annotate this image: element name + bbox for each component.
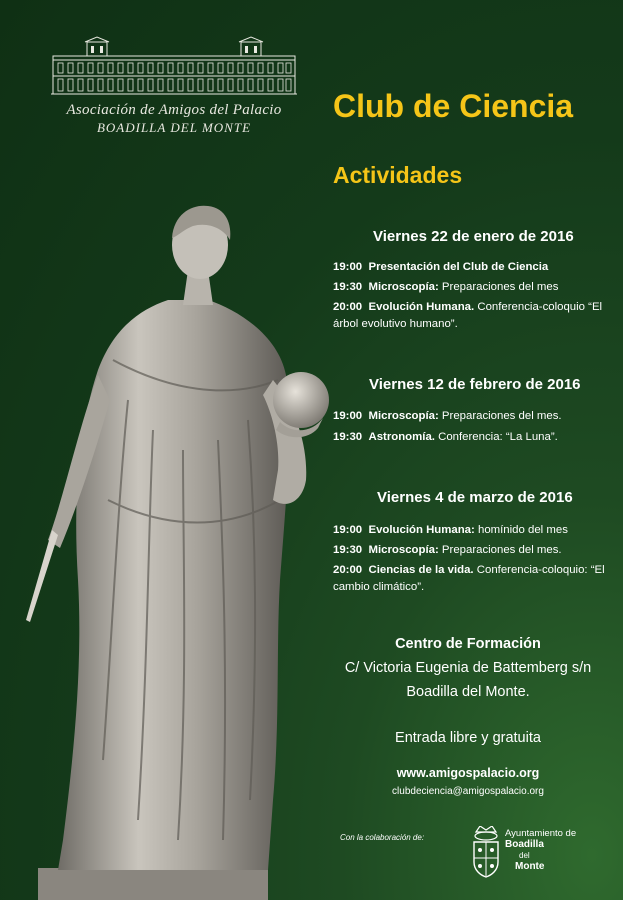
- item-desc: Conferencia-coloquio “El árbol evolutivo humano”.: [333, 301, 603, 330]
- ayuntamiento-logo-text: [505, 828, 576, 872]
- page-subtitle: Actividades: [333, 162, 463, 188]
- item-desc: Preparaciones del mes.: [441, 544, 562, 556]
- session-item: [333, 562, 615, 596]
- ayto-line1: Ayuntamiento de: [505, 828, 577, 839]
- collaboration-text: Con la colaboración de:: [340, 833, 425, 842]
- session-date: Viernes 22 de enero de 2016: [373, 228, 574, 245]
- item-desc: homínido del mes: [477, 524, 568, 536]
- item-name: Microscopía:: [368, 544, 439, 556]
- item-time: 19:00: [333, 410, 363, 422]
- statue-image: [18, 200, 338, 900]
- item-time: 19:00: [333, 524, 363, 536]
- logo-line2: BOADILLA DEL MONTE: [96, 120, 252, 135]
- session-item: [333, 408, 615, 425]
- item-name: Evolución Humana.: [368, 301, 475, 313]
- item-time: 19:30: [333, 431, 363, 443]
- association-logo: [48, 36, 300, 136]
- session-date: Viernes 12 de febrero de 2016: [369, 376, 581, 393]
- session-item: [333, 299, 615, 333]
- item-desc: Conferencia-coloquio: “El cambio climático”.: [333, 564, 605, 593]
- ayto-line2: Boadilla: [505, 839, 544, 850]
- palace-icon: [49, 36, 299, 98]
- venue-city: Boadilla del Monte.: [406, 684, 530, 700]
- item-name: Ciencias de la vida.: [368, 564, 474, 576]
- item-time: 19:30: [333, 281, 363, 293]
- item-desc: Preparaciones del mes: [441, 281, 559, 293]
- session-item: [333, 522, 615, 539]
- session-item: [333, 259, 615, 276]
- item-name: Astronomía.: [368, 431, 435, 443]
- page-title: Club de Ciencia: [333, 88, 574, 124]
- entry-text: Entrada libre y gratuita: [395, 730, 541, 746]
- session-item: [333, 429, 615, 446]
- item-desc: Conferencia: “La Luna”.: [438, 431, 558, 443]
- email-link[interactable]: clubdeciencia@amigospalacio.org: [392, 786, 544, 797]
- ayto-line4: Monte: [515, 861, 545, 872]
- item-time: 19:30: [333, 544, 363, 556]
- session-item: [333, 279, 615, 296]
- item-desc: Preparaciones del mes.: [441, 410, 562, 422]
- venue-name: Centro de Formación: [395, 636, 541, 652]
- item-time: 20:00: [333, 301, 363, 313]
- item-name: Microscopía:: [368, 410, 439, 422]
- website-link[interactable]: www.amigospalacio.org: [396, 766, 540, 780]
- session-date: Viernes 4 de marzo de 2016: [377, 489, 573, 506]
- item-name: Evolución Humana:: [368, 524, 475, 536]
- venue-address: C/ Victoria Eugenia de Battemberg s/n: [344, 660, 592, 676]
- ayto-line3: del: [519, 851, 530, 860]
- item-time: 20:00: [333, 564, 363, 576]
- coat-of-arms-icon: [470, 826, 502, 878]
- item-name: Microscopía:: [368, 281, 439, 293]
- item-time: 19:00: [333, 261, 363, 273]
- item-name: Presentación del Club de Ciencia: [368, 261, 549, 273]
- session-item: [333, 542, 615, 559]
- logo-line1: Asociación de Amigos del Palacio: [66, 102, 282, 118]
